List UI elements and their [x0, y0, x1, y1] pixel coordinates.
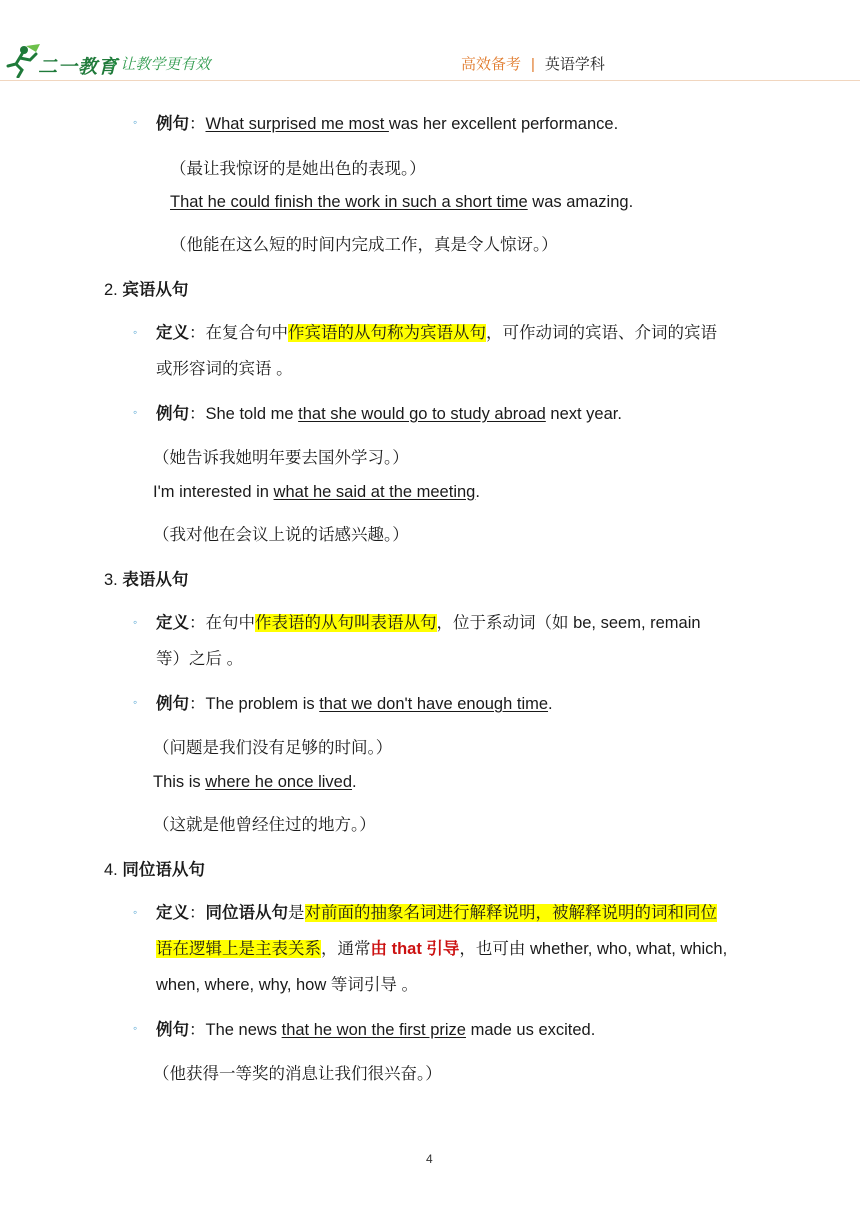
colon: ：	[189, 614, 206, 632]
sentence-part: .	[475, 483, 480, 501]
section-heading	[104, 856, 205, 880]
heading-text: 表语从句	[122, 571, 189, 589]
definition-text: 是	[288, 904, 305, 922]
heading-number: 3.	[104, 571, 118, 589]
clause: that she would go to study abroad	[298, 405, 546, 423]
brand-slogan: / 让教学更有效	[112, 56, 211, 73]
bullet-icon: ◦	[133, 115, 138, 129]
example-line	[153, 773, 357, 792]
definition-text: ，可作动词的宾语、介词的宾语	[486, 324, 717, 342]
translation: （问题是我们没有足够的时间。）	[153, 739, 393, 757]
definition-term: 同位语从句	[205, 904, 288, 922]
definition-line: 等）之后 。	[156, 650, 244, 668]
sentence-part: This is	[153, 773, 206, 791]
section-heading	[104, 566, 188, 590]
clause: that we don't have enough time	[319, 695, 549, 713]
emphasis-red: 由 that 引导	[370, 940, 460, 958]
colon: ：	[189, 904, 206, 922]
highlight: 作宾语的从句称为宾语从句	[288, 324, 486, 342]
runner-logo-icon	[2, 44, 42, 78]
header-label-right: 英语学科	[544, 56, 605, 73]
definition-text: ，通常	[321, 940, 371, 958]
clause: where he once lived	[205, 773, 353, 791]
clause: That he could finish the work in such a short time	[170, 193, 528, 211]
bullet-icon: ◦	[133, 325, 138, 339]
brand-name: 二一教育	[38, 57, 119, 78]
definition-line: 或形容词的宾语 。	[156, 360, 293, 378]
colon: ：	[189, 115, 206, 133]
sentence-part: .	[352, 773, 357, 791]
definition-line: when, where, why, how 等词引导 。	[156, 976, 418, 994]
definition-line	[156, 319, 717, 343]
heading-number: 4.	[104, 861, 118, 879]
page-number: 4	[426, 1152, 433, 1166]
bullet-icon: ◦	[133, 405, 138, 419]
definition-line	[156, 609, 701, 633]
bullet-icon: ◦	[133, 615, 138, 629]
definition-line	[156, 899, 717, 923]
header-subject	[461, 53, 605, 74]
clause: What surprised me most	[205, 115, 389, 133]
definition-text: ，位于系动词（如 be, seem, remain	[436, 614, 701, 632]
highlight: 对前面的抽象名词进行解释说明，被解释说明的词和同位	[304, 904, 717, 922]
sentence-part: made us excited.	[465, 1021, 596, 1039]
definition-line	[156, 935, 727, 959]
header-separator: |	[531, 56, 535, 73]
example-line	[153, 483, 480, 502]
translation: （最让我惊讶的是她出色的表现。）	[170, 160, 426, 178]
definition-label: 定义	[156, 904, 189, 922]
sentence-part: She told me	[205, 405, 299, 423]
heading-text: 宾语从句	[122, 281, 189, 299]
example-label: 例句	[156, 1021, 189, 1039]
header-label-left: 高效备考	[461, 56, 522, 73]
heading-number: 2.	[104, 281, 118, 299]
sentence-rest: was amazing.	[527, 193, 634, 211]
definition-label: 定义	[156, 614, 189, 632]
colon: ：	[189, 695, 206, 713]
colon: ：	[189, 1021, 206, 1039]
definition-text: ，也可由 whether, who, what, which,	[459, 940, 728, 958]
colon: ：	[189, 324, 206, 342]
definition-label: 定义	[156, 324, 189, 342]
definition-text: 在复合句中	[205, 324, 288, 342]
heading-text: 同位语从句	[122, 861, 205, 879]
header-divider	[0, 80, 860, 81]
sentence-rest: was her excellent performance.	[388, 115, 619, 133]
clause: that he won the first prize	[281, 1021, 466, 1039]
sentence-part: .	[548, 695, 553, 713]
colon: ：	[189, 405, 206, 423]
example-label: 例句	[156, 695, 189, 713]
sentence-part: I'm interested in	[153, 483, 274, 501]
translation: （他获得一等奖的消息让我们很兴奋。）	[153, 1065, 442, 1083]
bullet-icon: ◦	[133, 695, 138, 709]
highlight: 语在逻辑上是主表关系	[156, 940, 321, 958]
example-line	[156, 690, 553, 714]
example-line	[170, 193, 633, 212]
example-line	[156, 400, 622, 424]
clause: what he said at the meeting	[273, 483, 476, 501]
sentence-part: next year.	[545, 405, 622, 423]
example-label: 例句	[156, 405, 189, 423]
bullet-icon: ◦	[133, 905, 138, 919]
sentence-part: The problem is	[205, 695, 320, 713]
section-heading	[104, 276, 188, 300]
bullet-icon: ◦	[133, 1021, 138, 1035]
translation: （这就是他曾经住过的地方。）	[153, 816, 376, 834]
example-label: 例句	[156, 115, 189, 133]
example-line	[156, 110, 618, 134]
sentence-part: The news	[205, 1021, 282, 1039]
translation: （他能在这么短的时间内完成工作，真是令人惊讶。）	[170, 236, 558, 254]
example-line	[156, 1016, 595, 1040]
definition-text: 在句中	[205, 614, 255, 632]
translation: （我对他在会议上说的话感兴趣。）	[153, 526, 409, 544]
highlight: 作表语的从句叫表语从句	[255, 614, 437, 632]
translation: （她告诉我她明年要去国外学习。）	[153, 449, 409, 467]
